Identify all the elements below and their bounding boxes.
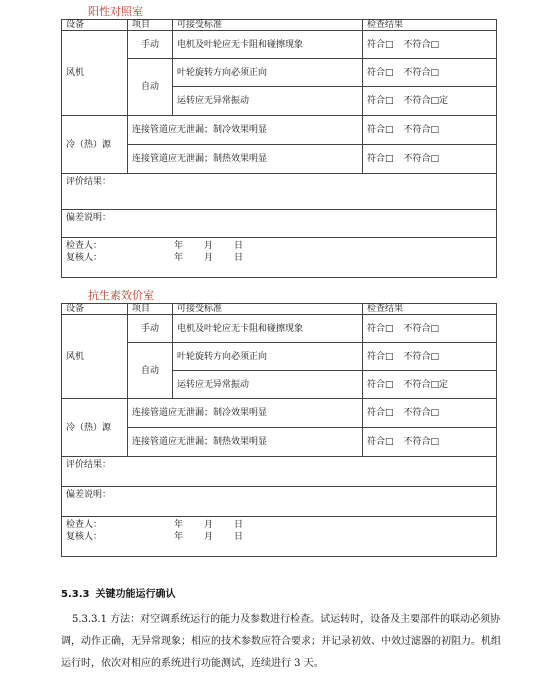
item-auto: 自动 [128,343,173,399]
result-cell[interactable] [363,145,497,174]
standard-cell: 叶轮旋转方向必须正向 [173,343,363,371]
evaluation-field[interactable]: 评价结果： [62,457,497,487]
equipment-coldhot: 冷（热）源 [62,399,128,457]
table-row [62,457,497,487]
item-manual: 手动 [128,31,173,59]
reviewer-label: 复核人： [66,253,103,263]
pass-checkbox[interactable]: 符合□ [367,39,394,50]
result-cell[interactable] [363,343,497,371]
date-day: 日 [234,532,244,542]
fail-checkbox[interactable]: 不符合□ [403,125,440,135]
paragraph-text: 5.3.3.1 方法：对空调系统运行的能力及参数进行检查。试运转时，设备及主要部件的联动必须协调，动作正确，无异常现象；相应的技术参数应符合要求；并记录初效、中效过滤器的初阻力。机组运行时，依次对相应的系统进行功能测试，连续进行 3 天。 [61,614,501,669]
equipment-fan: 风机 [62,315,128,399]
date-year: 年 [174,241,184,251]
evaluation-field[interactable]: 评价结果： [62,174,497,210]
section-heading [61,585,175,600]
pass-checkbox[interactable]: 符合□ [367,408,394,418]
result-cell[interactable] [363,428,497,457]
date-month: 月 [204,241,214,251]
table-row [62,428,497,457]
reviewer-label: 复核人： [66,532,103,542]
fail-checkbox[interactable]: 不符合□定 [403,96,449,106]
checker-label: 检查人： [66,241,103,251]
table-row [62,238,497,278]
fail-checkbox[interactable]: 不符合□ [403,67,440,78]
result-cell[interactable] [363,116,497,145]
standard-cell: 电机及叶轮应无卡阻和碰擦现象 [173,315,363,343]
date-month: 月 [204,253,214,263]
section-title: 阳性对照室 [88,5,143,18]
result-cell[interactable] [363,315,497,343]
standard-cell: 连接管道应无泄漏；制热效果明显 [128,145,363,174]
standard-cell: 叶轮旋转方向必须正向 [173,59,363,87]
table-header-row [62,20,497,31]
pass-checkbox[interactable]: 符合□ [367,379,394,390]
header-result: 检查结果 [363,20,497,31]
item-auto: 自动 [128,59,173,116]
date-month: 月 [204,532,214,542]
standard-cell: 电机及叶轮应无卡阻和碰擦现象 [173,31,363,59]
fail-checkbox[interactable]: 不符合□ [403,408,440,418]
header-equipment: 设备 [62,20,128,31]
table-header-row [62,304,497,315]
table-row [62,315,497,343]
deviation-field[interactable]: 偏差说明： [62,210,497,238]
table-row [62,210,497,238]
date-year: 年 [174,520,184,530]
date-month: 月 [204,520,214,530]
header-result: 检查结果 [363,304,497,315]
date-year: 年 [174,532,184,542]
signature-cell [62,517,497,557]
header-standard: 可接受标准 [173,304,363,315]
pass-checkbox[interactable]: 符合□ [367,67,394,78]
date-day: 日 [234,253,244,263]
result-cell[interactable] [363,31,497,59]
result-cell[interactable] [363,59,497,87]
date-year: 年 [174,253,184,263]
check-table [61,303,497,557]
check-table [61,19,497,278]
fail-checkbox[interactable]: 不符合□ [403,351,440,362]
section-title: 抗生素效价室 [88,289,154,302]
standard-cell: 运转应无异常振动 [173,87,363,116]
table-row [62,343,497,371]
pass-checkbox[interactable]: 符合□ [367,437,394,447]
deviation-field[interactable]: 偏差说明： [62,487,497,517]
date-day: 日 [234,520,244,530]
result-cell[interactable] [363,87,497,116]
standard-cell: 连接管道应无泄漏；制热效果明显 [128,428,363,457]
header-item: 项目 [128,20,173,31]
table-row [62,59,497,87]
standard-cell: 运转应无异常振动 [173,371,363,399]
equipment-coldhot: 冷（热）源 [62,116,128,174]
table-row [62,517,497,557]
heading-text: 关键功能运行确认 [95,589,176,600]
fail-checkbox[interactable]: 不符合□ [403,154,440,164]
table-row [62,174,497,210]
body-paragraph [61,609,501,675]
result-cell[interactable] [363,399,497,428]
fail-checkbox[interactable]: 不符合□ [403,39,440,50]
table-row [62,399,497,428]
header-standard: 可接受标准 [173,20,363,31]
pass-checkbox[interactable]: 符合□ [367,125,394,135]
fail-checkbox[interactable]: 不符合□ [403,437,440,447]
pass-checkbox[interactable]: 符合□ [367,351,394,362]
signature-cell [62,238,497,278]
standard-cell: 连接管道应无泄漏；制冷效果明显 [128,116,363,145]
pass-checkbox[interactable]: 符合□ [367,154,394,164]
result-cell[interactable] [363,371,497,399]
table-row [62,145,497,174]
item-manual: 手动 [128,315,173,343]
table-row [62,487,497,517]
standard-cell: 连接管道应无泄漏；制冷效果明显 [128,399,363,428]
pass-checkbox[interactable]: 符合□ [367,96,394,106]
header-equipment: 设备 [62,304,128,315]
header-item: 项目 [128,304,173,315]
checker-label: 检查人： [66,520,103,530]
date-day: 日 [234,241,244,251]
fail-checkbox[interactable]: 不符合□定 [403,379,449,390]
table-row [62,31,497,59]
table-row [62,116,497,145]
heading-number: 5.3.3 [61,589,90,600]
equipment-fan: 风机 [62,31,128,116]
pass-checkbox[interactable]: 符合□ [367,323,394,334]
fail-checkbox[interactable]: 不符合□ [403,323,440,334]
